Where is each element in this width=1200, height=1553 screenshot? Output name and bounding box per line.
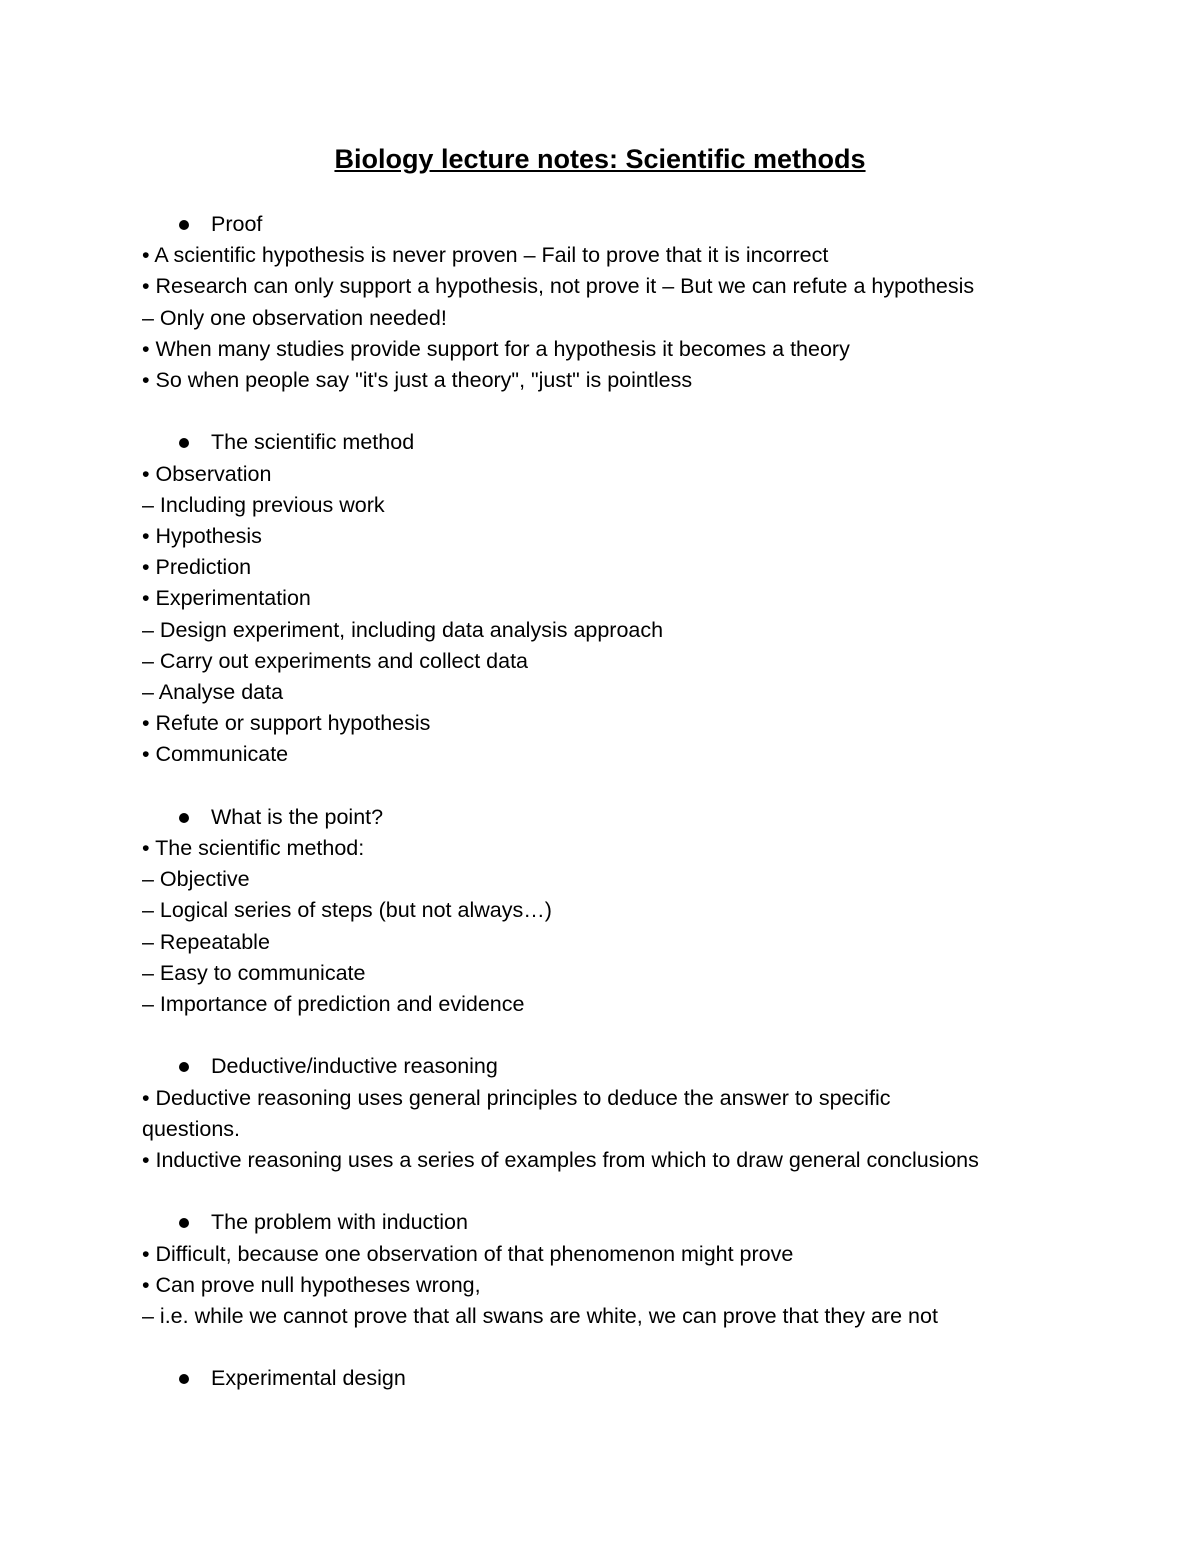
bullet-icon [179,1218,189,1228]
note-line: • Refute or support hypothesis [142,711,431,736]
section-heading: Proof [142,209,1072,240]
note-line: • Research can only support a hypothesis, not prove it – But we can refute a hypothesis [142,274,975,299]
section-problem-with-induction [142,1207,1072,1332]
bullet-icon [179,438,189,448]
note-line: • Observation [142,461,272,486]
note-line: • Inductive reasoning uses a series of examples from which to draw general conclusions [142,1148,979,1173]
note-line: – Analyse data [142,680,284,705]
section-heading: What is the point? [142,802,1072,833]
section-heading: The scientific method [142,427,1072,458]
section-spacer [142,771,1072,802]
bullet-icon [179,1062,189,1072]
bullet-icon [179,1374,189,1384]
note-line: • Prediction [142,555,252,580]
note-line: • When many studies provide support for a hypothesis it becomes a theory [142,336,850,361]
note-line: – Objective [142,867,250,892]
bullet-icon [179,220,189,230]
note-line: – Including previous work [142,492,385,517]
note-line: questions. [142,1116,241,1141]
note-line: • The scientific method: [142,836,365,861]
section-heading: The problem with induction [142,1207,1072,1238]
bullet-icon [179,813,189,823]
section-heading: Experimental design [142,1363,1072,1394]
section-scientific-method [142,427,1072,770]
note-line: • A scientific hypothesis is never proven – Fail to prove that it is incorrect [142,243,829,268]
notes-body [142,209,1072,1395]
section-spacer [142,1332,1072,1363]
note-line: • Can prove null hypotheses wrong, [142,1272,481,1297]
note-line: • Communicate [142,742,289,767]
section-spacer [142,1176,1072,1207]
note-line: – Only one observation needed! [142,305,447,330]
section-spacer [142,1020,1072,1051]
section-spacer [142,396,1072,427]
note-line: – Repeatable [142,929,270,954]
note-line: • So when people say "it's just a theory", "just" is pointless [142,368,693,393]
section-heading: Deductive/inductive reasoning [142,1051,1072,1082]
note-line: • Experimentation [142,586,311,611]
note-line: • Difficult, because one observation of that phenomenon might prove [142,1241,794,1266]
note-line: • Hypothesis [142,524,262,549]
note-line: – Logical series of steps (but not always…) [142,898,552,923]
section-reasoning [142,1051,1072,1176]
note-line: – i.e. while we cannot prove that all swans are white, we can prove that they are not [142,1304,938,1329]
section-proof [142,209,1072,396]
note-line: – Importance of prediction and evidence [142,992,525,1017]
note-line: – Design experiment, including data analysis approach [142,617,664,642]
page-title: Biology lecture notes: Scientific methods [334,144,866,174]
note-line: • Deductive reasoning uses general principles to deduce the answer to specific [142,1085,891,1110]
section-what-is-the-point [142,802,1072,1020]
note-line: – Easy to communicate [142,960,366,985]
note-line: – Carry out experiments and collect data [142,648,529,673]
section-experimental-design [142,1363,1072,1394]
